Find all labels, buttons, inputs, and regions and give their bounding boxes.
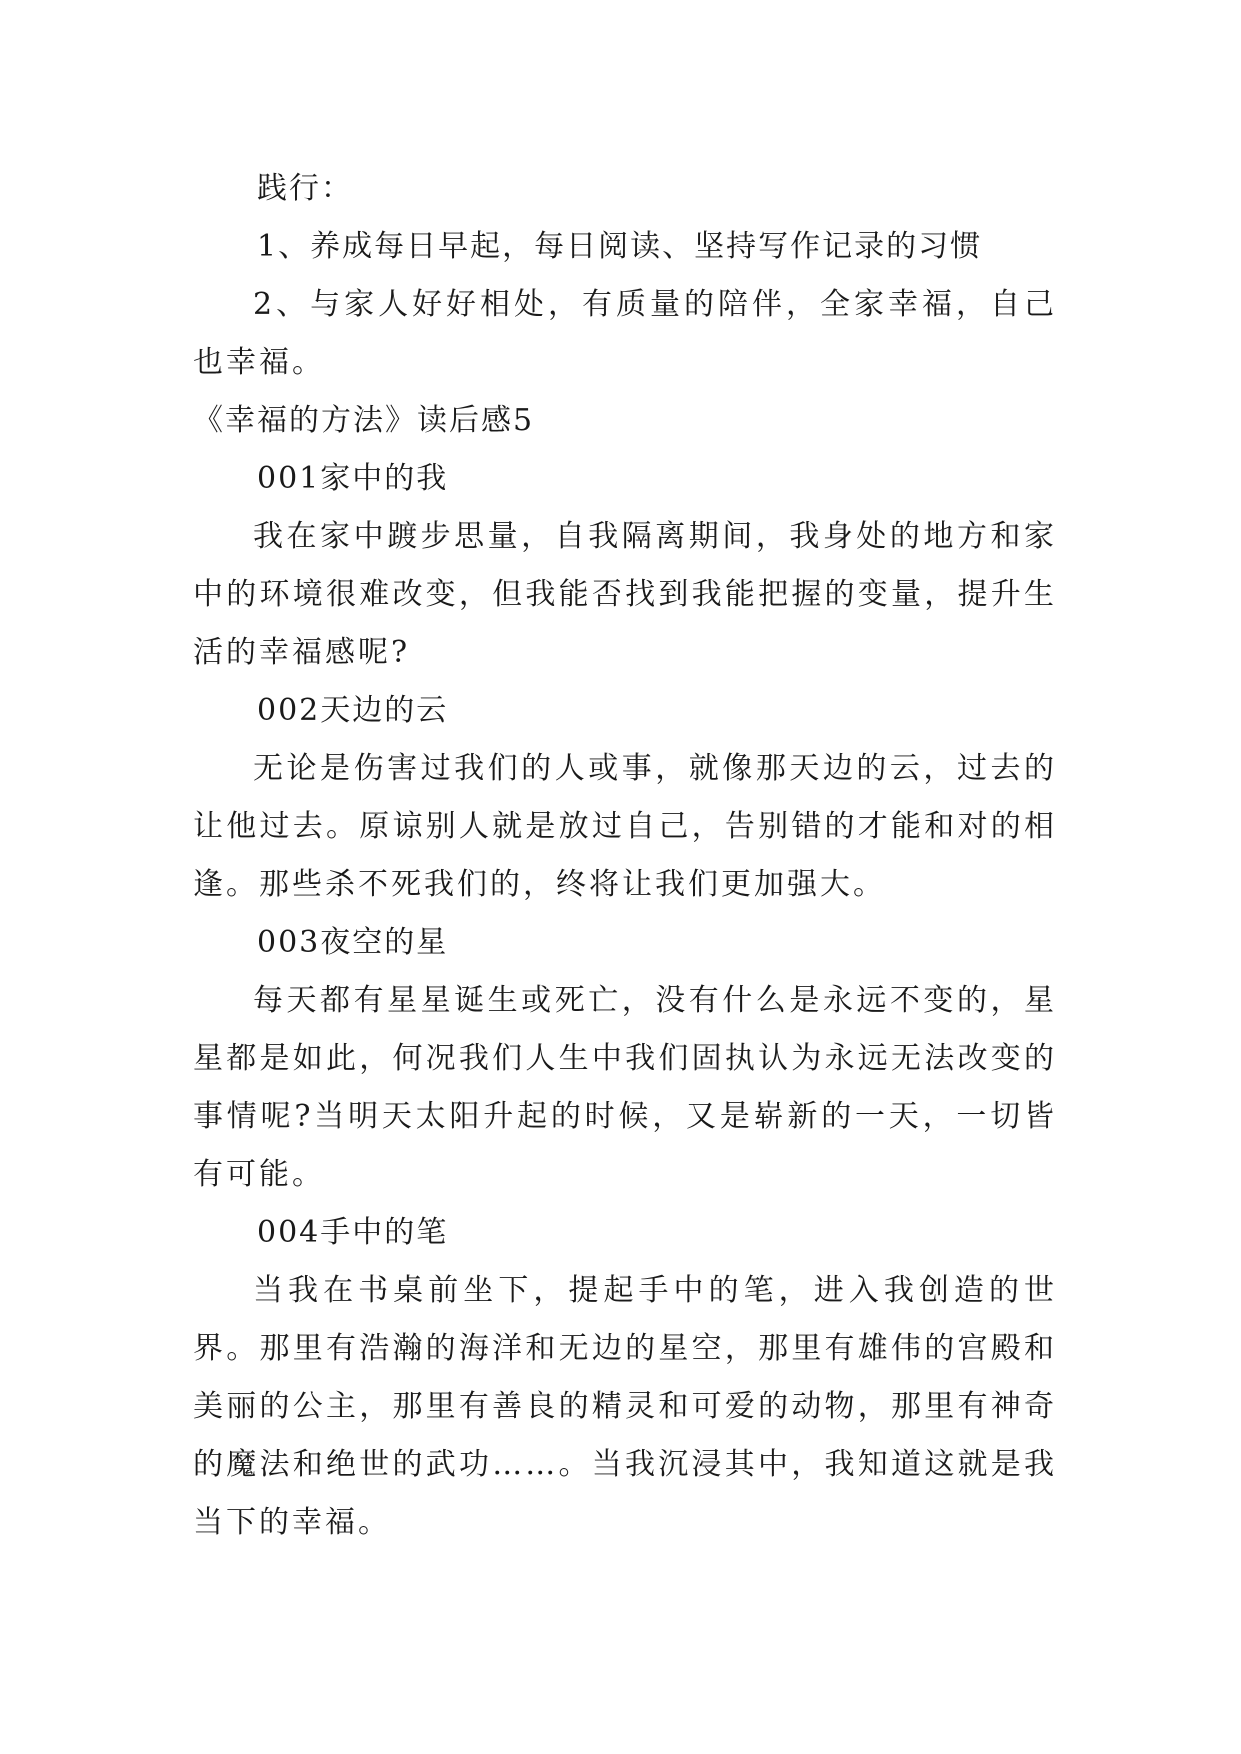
section-heading-003: 003夜空的星 — [257, 925, 449, 960]
section-body-001: 我在家中踱步思量，自我隔离期间，我身处的地方和家中的环境很难改变，但我能否找到我能把握的变量，提升生活的幸福感呢? — [193, 519, 1057, 670]
practice-heading: 践行： — [257, 171, 353, 206]
section-heading-001: 001家中的我 — [257, 461, 449, 496]
section-body-003: 每天都有星星诞生或死亡，没有什么是永远不变的，星星都是如此，何况我们人生中我们固执认为永远无法改变的事情呢?当明天太阳升起的时候，又是崭新的一天，一切皆有可能。 — [193, 983, 1057, 1192]
document-page — [193, 160, 1057, 1552]
practice-item-1: 1、养成每日早起，每日阅读、坚持写作记录的习惯 — [257, 229, 983, 264]
section-title: 《幸福的方法》读后感5 — [193, 403, 535, 438]
practice-item-2: 2、与家人好好相处，有质量的陪伴，全家幸福，自己也幸福。 — [193, 287, 1057, 380]
section-body-004: 当我在书桌前坐下，提起手中的笔，进入我创造的世界。那里有浩瀚的海洋和无边的星空，那里有雄伟的宫殿和美丽的公主，那里有善良的精灵和可爱的动物，那里有神奇的魔法和绝世的武功……。当我沉浸其中，我知道这就是我当下的幸福。 — [193, 1273, 1057, 1540]
section-heading-004: 004手中的笔 — [257, 1215, 449, 1250]
section-body-002: 无论是伤害过我们的人或事，就像那天边的云，过去的让他过去。原谅别人就是放过自己，告别错的才能和对的相逢。那些杀不死我们的，终将让我们更加强大。 — [193, 751, 1057, 902]
section-heading-002: 002天边的云 — [257, 693, 449, 728]
